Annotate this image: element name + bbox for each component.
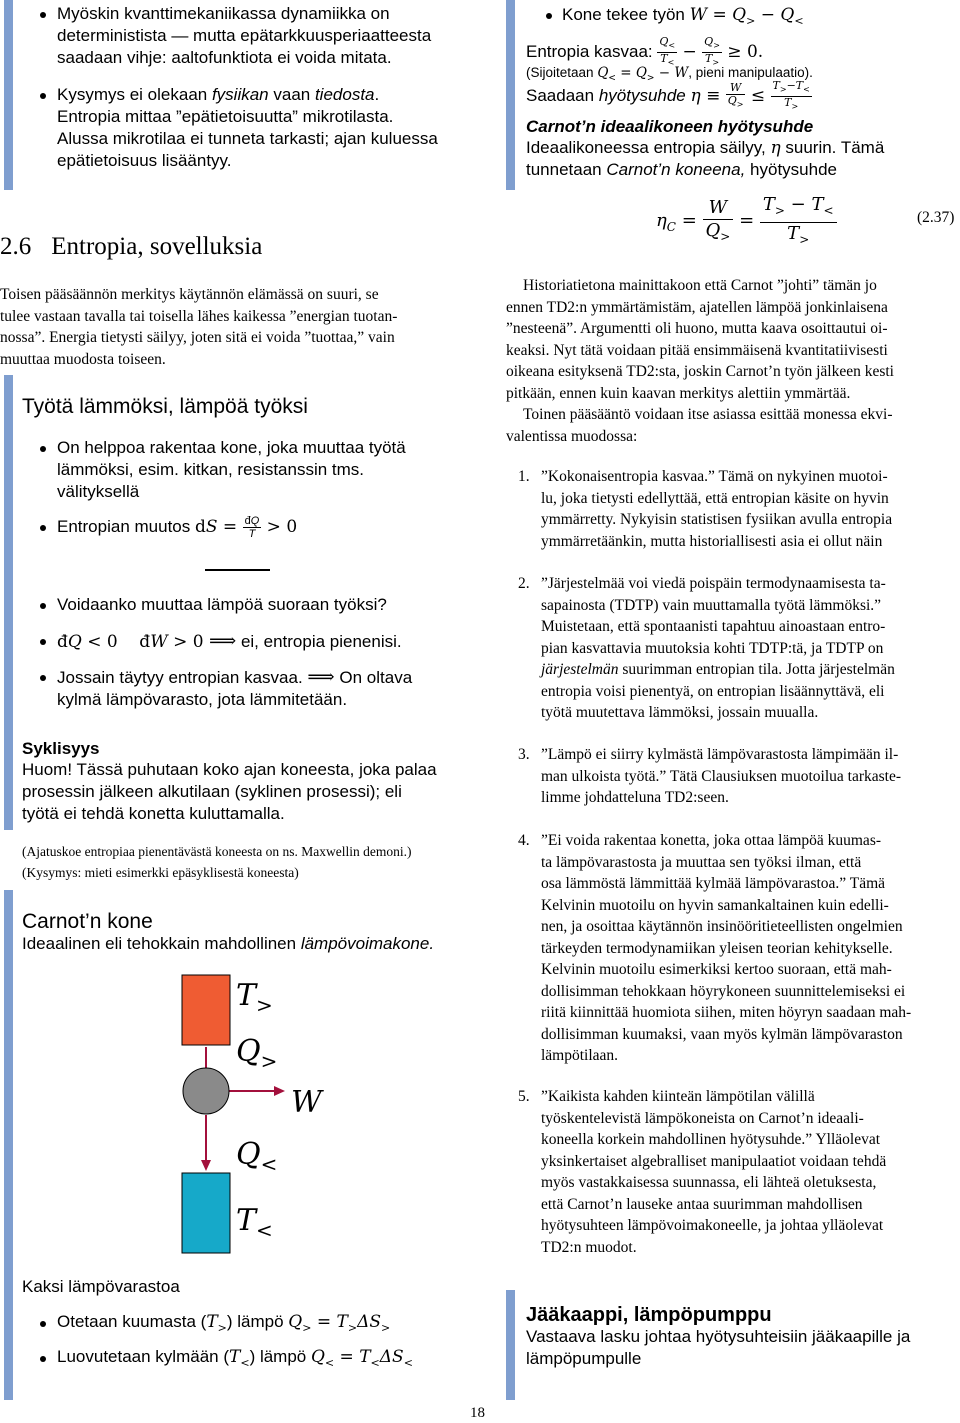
text-line: kylmä lämpövarasto, jota lämmitetään.	[57, 690, 348, 709]
efficiency-line: Saadaan hyötysuhde η ≡ $\frac{W}{Q_>}$ ≤ $\frac{T_>-T_<}{T_>}$	[526, 79, 810, 112]
carnot-subtitle	[22, 933, 434, 955]
text-line: ”Kokonaisentropia kasvaa.” Tämä on nykyinen muotoi-	[541, 468, 888, 485]
intro-bullet-1	[57, 3, 477, 69]
text-line: limme johdatteluna TD2:seen.	[541, 789, 729, 806]
label-q-cold: $Q_<$	[236, 1137, 278, 1176]
text-span: suurin. Tämä	[785, 138, 885, 157]
text-line: välityksellä	[57, 482, 140, 501]
text-line: nossa”. Energia tietysti säilyy, joten sitä ei voida ”tuottaa,” vain	[0, 329, 395, 346]
form-number: 2.	[518, 575, 530, 592]
entropy-growth: Entropia kasvaa: $\frac{Q_<}{T_<}$ − $\frac{Q_>}{T_>}$ ≥ 0.	[526, 35, 764, 68]
text-line: deterministista — mutta epätarkkuusperiaatteesta	[57, 26, 432, 45]
text-line: ”Järjestelmää voi viedä poispäin termodynaamisesta ta-	[541, 575, 886, 592]
text-line: ”Ei voida rakentaa konetta, joka ottaa lämpöä kuumas-	[541, 832, 882, 849]
form-item-5	[541, 1086, 959, 1258]
carnot-equation: $\eta_C$ = $\frac{W}{Q_>}$ = $\frac{T_> - T_<}{T_>}$	[656, 194, 837, 250]
text-span: tunnetaan	[526, 160, 602, 179]
text-line: Muistetaan, että spontaanisti tapahtuu ainoastaan entro-	[541, 618, 886, 635]
text-line: riitä kiinnittää huomiota siihen, miten höyryn saadaan mah-	[541, 1004, 912, 1021]
text-line: pitkään, ennen kuin kaavan merkitys alettiin ymmärtää.	[506, 384, 851, 402]
text-span: Ideaalikoneessa entropia säilyy,	[526, 138, 766, 157]
bullet	[40, 1321, 46, 1327]
bullet	[40, 446, 46, 452]
box1-bullet-3: Voidaanko muuttaa lämpöä suoraan työksi?	[57, 595, 387, 614]
engine	[183, 1068, 229, 1114]
note-line: (Ajatuskoe entropiaa pienentävästä koneesta on ns. Maxwellin demoni.)	[22, 844, 412, 859]
text-line: Kysymys ei olekaan fysiikan vaan tiedosta.	[57, 85, 380, 104]
section-number: 2.6	[0, 233, 32, 260]
text-line: ymmärretäänkin, mutta historiallisesti asia ei ollut näin	[541, 532, 883, 550]
history-paragraph	[506, 275, 958, 404]
text-span: hyötysuhde	[598, 86, 686, 106]
text-line: saadaan vihje: aaltofunktiota ei voida mitata.	[57, 48, 392, 67]
text-span: Otetaan kuumasta (	[57, 1312, 207, 1331]
box-accent-bar	[4, 0, 13, 190]
text-line: yksinkertaiset algebralliset manipulaatiot voidaan tehdä	[541, 1152, 887, 1170]
text-line: dollisimman tehokkaan höyrykoneen suunnittelemiseksi ei	[541, 982, 906, 1000]
text-line: muuttaa muodosta toiseen.	[0, 350, 166, 368]
text-line: Alussa mikrotilaa ei tunneta tarkasti; ajan kuluessa	[57, 129, 438, 148]
text-line: ”nesteenä”. Argumentti oli huono, mutta kaava osoittautui oi-	[506, 320, 888, 337]
carnot-eff-title: Carnot’n ideaalikoneen hyötysuhde	[526, 117, 814, 136]
label-t-cold: $T_<$	[236, 1203, 273, 1242]
text-line: dollisimman kuumaksi, vaan myös kylmän lämpövaraston	[541, 1025, 903, 1043]
text-span: Jossain täytyy entropian kasvaa.	[57, 668, 303, 687]
bullet	[40, 12, 46, 18]
text-line: lu, joka tietysti edellyttää, että entropian käsite on hyvin	[541, 489, 889, 507]
text-span: , pieni manipulaatio).	[688, 65, 813, 80]
form-item-1	[541, 466, 959, 552]
fridge-title: Jääkaappi, lämpöpumppu	[526, 1304, 772, 1326]
text-line: entropia voisi pienentyä, on entropian lisäännyttävä, eli	[541, 682, 885, 700]
text-line: koneella korkein mahdollinen hyötysuhde.” Ylläolevat	[541, 1131, 881, 1148]
page-number: 18	[470, 1405, 485, 1421]
note-line: (Kysymys: mieti esimerkki epäsyklisestä koneesta)	[22, 865, 299, 880]
text-line: ”Lämpö ei siirry kylmästä lämpövarastosta lämpimään il-	[541, 746, 899, 763]
intro-bullet-2	[57, 84, 477, 172]
text-line: lämmöksi, esim. kitkan, resistanssin tms.	[57, 460, 365, 479]
carnot-eff-body: Ideaalikoneessa entropia säilyy, η suurin. Tämä tunnetaan Carnot’n koneena, hyötysuhde	[526, 138, 885, 179]
text-span: Carnot’n koneena,	[606, 160, 746, 179]
text-span: ei, entropia pienenisi.	[240, 632, 402, 651]
text-line: Toisen pääsäännön merkitys käytännön elämässä on suuri, se	[0, 286, 379, 303]
bullet	[40, 1356, 46, 1362]
text-span: hyötysuhde	[750, 160, 837, 179]
text-line: Toinen pääsääntö voidaan itse asiassa esittää monessa ekvi-	[523, 406, 893, 423]
text-line: ymmärretty. Nykyisin statistisen fysiikan avulla entropia	[541, 511, 893, 528]
section-body	[0, 284, 452, 370]
equation-number: (2.37)	[917, 209, 955, 226]
text-line: Kelvinin muotoilu esimerkiksi kertoo suoraan, että mah-	[541, 961, 892, 978]
form-number: 5.	[518, 1088, 530, 1105]
right-bullet-1: Kone tekee työn $W = Q_> - Q_<$	[562, 5, 804, 28]
text-line: sapainosta (TDTP) vain muuttamalla työtä lämmöksi.”	[541, 596, 882, 614]
syklisyys-title: Syklisyys	[22, 739, 100, 758]
section-heading	[0, 232, 262, 262]
hot-reservoir	[182, 975, 230, 1045]
text-line: On helppoa rakentaa kone, joka muuttaa työtä	[57, 438, 406, 457]
form-item-3	[541, 744, 959, 809]
substitute-note: (Sijoitetaan $Q_< = Q_> - W$, pieni manipulaatio).	[526, 65, 813, 84]
notes	[22, 841, 412, 883]
text-line: ennen TD2:n ymmärtämistäm, ajatellen lämpöä jonkinlaisena	[506, 298, 888, 316]
text-line: myös vastakkaisessa suunnassa, eli lähteä oletuksesta,	[541, 1174, 877, 1191]
text-line: että Carnot’n lauseke antaa suurimman mahdollisen	[541, 1195, 863, 1213]
text-line: nen, ja osoittaa käytännön insinööritieteellisten ongelmien	[541, 918, 903, 935]
text-line: järjestelmän suurimman entropian tila. Jotta järjestelmän	[541, 661, 895, 678]
text-span: Kone tekee työn	[562, 5, 685, 24]
text-line: Myöskin kvanttimekaniikassa dynamiikka on	[57, 4, 390, 23]
text-line: ”Kaikista kahden kiinteän lämpötilan välillä	[541, 1088, 815, 1105]
box-accent-bar	[506, 1290, 515, 1400]
box1-bullet-4: đQ < 0 đW > 0 ⟹ ei, entropia pienenisi.	[57, 630, 402, 652]
text-line: työtä ei tehdä konetta kuluttamalla.	[22, 804, 285, 823]
box-accent-bar	[4, 375, 13, 830]
text-line: Huom! Tässä puhutaan koko ajan koneesta, joka palaa	[22, 760, 437, 779]
bullet	[40, 639, 46, 645]
box-accent-bar	[506, 0, 515, 190]
text-line: työtä muutettava lämmöksi, jossain muualla.	[541, 704, 819, 721]
bullet	[40, 93, 46, 99]
two-reservoirs: Kaksi lämpövarastoa	[22, 1277, 180, 1296]
text-span: ) lämpö	[249, 1347, 307, 1366]
box-title: Työtä lämmöksi, lämpöä työksi	[22, 395, 308, 418]
text-span: Ideaalinen eli tehokkain mahdollinen	[22, 934, 297, 953]
label-w: W	[291, 1085, 322, 1120]
text-span: Entropia kasvaa:	[526, 42, 653, 62]
text-line: tärkeyden termodynamiikan yleisen teorian kehitykselle.	[541, 939, 893, 957]
text-line: tulee vastaan tavalla tai toisella lähes kaikessa ”energian tuotan-	[0, 307, 398, 325]
text-line: hyötysuhteen lämpövoimakoneelle, ja johtaa ylläolevat	[541, 1217, 884, 1234]
text-span: ) lämpö	[226, 1312, 284, 1331]
text-line: Kelvinin muotoilu on hyvin samankaltainen kuin edelli-	[541, 896, 889, 914]
text-span: Entropian muutos	[57, 517, 191, 536]
text-line: Historiatietona mainittakoon että Carnot ”johti” tämän jo	[523, 277, 877, 294]
text-line: TD2:n muodot.	[541, 1238, 637, 1256]
label-t-hot: $T_>$	[236, 978, 273, 1017]
text-line: valentissa muodossa:	[506, 427, 638, 445]
form-item-4	[541, 830, 959, 1067]
form-number: 1.	[518, 468, 530, 485]
reservoir-bullet-1: Otetaan kuumasta $(T_>)$ lämpö $Q_> = T_>\Delta S_>$	[57, 1312, 391, 1335]
form-item-2	[541, 573, 959, 724]
form-number: 3.	[518, 746, 530, 763]
text-span: Luovutetaan kylmään (	[57, 1347, 229, 1366]
cold-reservoir	[182, 1173, 230, 1253]
text-line: lämpöpumpulle	[526, 1349, 642, 1368]
text-line: epätietoisuus lisääntyy.	[57, 151, 232, 170]
text-line: työskentelevistä lämpökoneista on Carnot’n ideaali-	[541, 1109, 864, 1127]
text-line: lämpötilaan.	[541, 1047, 619, 1064]
label-q-hot: $Q_>$	[236, 1034, 278, 1073]
text-span: On oltava	[339, 668, 413, 687]
forms-intro	[506, 404, 958, 447]
bullet	[40, 675, 46, 681]
bullet	[40, 525, 46, 531]
bullet	[40, 603, 46, 609]
fridge-body	[526, 1326, 946, 1370]
syklisyys-body	[22, 759, 462, 825]
text-line: keaksi. Nyt tätä voidaan pitää ensimmäisenä kvantitatiivisesti	[506, 341, 888, 359]
section-title: Entropia, sovelluksia	[51, 233, 263, 260]
box1-bullet-2: Entropian muutos dS = $\frac{đQ}{T}$ > 0	[57, 515, 298, 541]
text-line: Vastaava lasku johtaa hyötysuhteisiin jääkaapille ja	[526, 1327, 911, 1346]
text-line: ta lämpövarastosta ja muuttaa sen työksi ilman, että	[541, 853, 862, 871]
form-number: 4.	[518, 832, 530, 849]
carnot-title: Carnot’n kone	[22, 910, 153, 933]
box1-bullet-1	[57, 437, 477, 503]
text-line: man ulkoista työtä.” Tätä Clausiuksen muotoilua tarkaste-	[541, 767, 902, 785]
divider	[205, 569, 270, 571]
reservoir-bullet-2: Luovutetaan kylmään $(T_<)$ lämpö $Q_< = T_<\Delta S_<$	[57, 1347, 413, 1370]
text-line: Entropia mittaa ”epätietoisuutta” mikrotilasta.	[57, 107, 394, 126]
text-line: osa lämmöstä lämmittää kylmää lämpövarastoa.” Tämä	[541, 875, 886, 892]
text-span: Saadaan	[526, 86, 595, 106]
bullet	[546, 13, 552, 19]
text-span: (Sijoitetaan	[526, 65, 594, 80]
text-line: prosessin jälkeen alkutilaan (syklinen prosessi); eli	[22, 782, 402, 801]
text-span: lämpövoimakone.	[300, 934, 435, 953]
box-accent-bar	[4, 890, 13, 1400]
text-line: pian kasvattavia muutoksia kohti TDTP:tä, ja TDTP on	[541, 639, 884, 657]
text-line: oikeana esityksenä TD2:sta, joskin Carnot’n työn jälkeen kesti	[506, 363, 894, 380]
box1-bullet-5: Jossain täytyy entropian kasvaa. ⟹ On oltava kylmä lämpövarasto, jota lämmitetään.	[57, 666, 477, 711]
